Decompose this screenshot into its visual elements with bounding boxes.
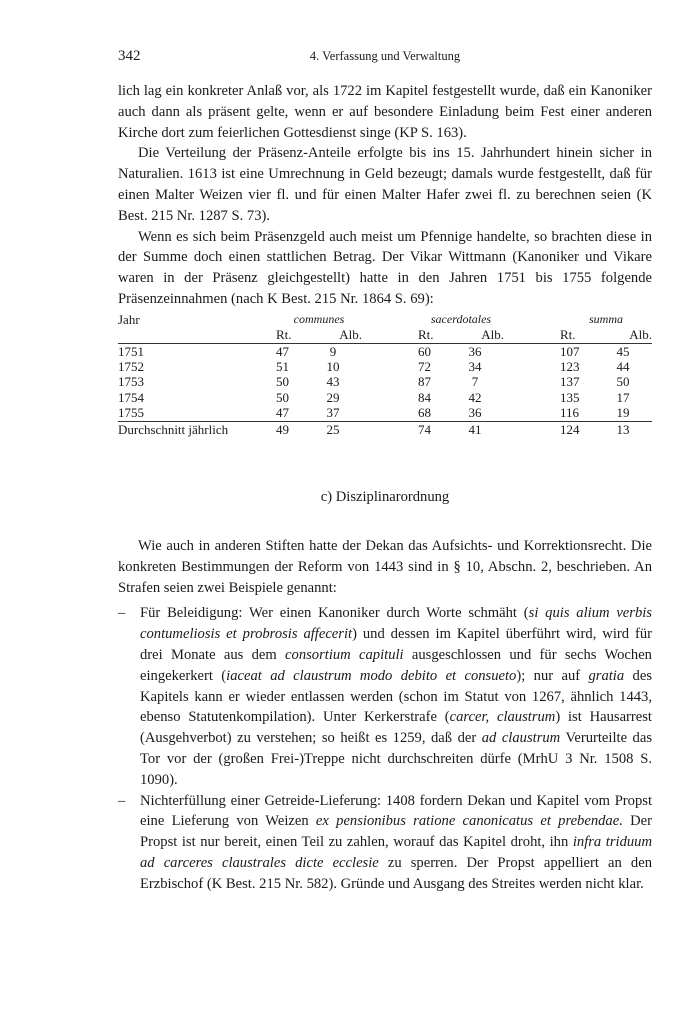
year-cell: 1752 [118, 358, 144, 374]
sacerdotales-alb-cell: 7 [471, 374, 479, 390]
latin-quote: infra triduum ad carceres claustrales dicte ecclesie [140, 834, 653, 871]
sacerdotales-rt-cell: 84 [418, 389, 431, 405]
sacerdotales-alb-cell: 42 [468, 389, 482, 405]
communes-alb-cell: 43 [326, 374, 340, 390]
latin-quote: iaceat ad claustrum modo debito et consueto [226, 667, 517, 684]
sacerdotales-rt-cell: 60 [418, 343, 431, 359]
table-average-row [118, 421, 652, 437]
sacerdotales-alb-cell: 34 [468, 358, 482, 374]
paragraph-intro-3: Wenn es sich beim Präsenzgeld auch meist um Pfennige handelte, so brachten diese in der Summe doch einen stattlichen Betrag. Der Vikar Wittmann (Kanoniker und Vikare waren in der Präsenz gleichgestellt) hatte in den Jahren 1751 bis 1755 folgende Präsenzeinnahmen (nach K Best. 215 Nr. 1864 S. 69): [118, 228, 652, 307]
summa-alb-cell: 13 [616, 421, 630, 437]
latin-quote: si quis alium verbis contumeliosis et probrosis affecerit [140, 605, 652, 643]
year-column-header: Jahr [118, 311, 140, 327]
sacerdotales-alb-cell: 36 [446, 405, 504, 421]
communes-alb-cell: 10 [326, 358, 340, 374]
subheader-rt: Rt. [560, 327, 594, 343]
list-item [118, 603, 652, 790]
communes-rt-cell: 50 [276, 389, 289, 405]
year-cell: 1753 [118, 374, 144, 390]
latin-term: gratia [588, 667, 625, 684]
presence-income-table [118, 312, 652, 437]
latin-term: carcer, claustrum [449, 709, 556, 726]
item-text: ); nur auf [516, 667, 589, 684]
communes-alb-cell: 29 [326, 389, 340, 405]
latin-term: consortium capituli [285, 647, 404, 663]
page-header [118, 40, 652, 64]
section-intro-paragraph: Wie auch in anderen Stiften hatte der Dekan das Aufsichts- und Korrektionsrecht. Die konkreten Bestimmungen der Reform von 1443 sind in § 10, Abschn. 2, beschrieben. An Strafen seien zwei Beispiele genannt: [118, 538, 652, 596]
item-text: Für Beleidigung: Wer einen Kanoniker durch Worte schmäht ( [140, 605, 529, 622]
document-page [118, 40, 652, 895]
item-text: Der Propst ist nur bereit, einen Teil zu zahlen, worauf das Kapitel droht, ihn [140, 813, 653, 851]
item-text: Nichterfüllung einer Getreide-Lieferung: 1408 fordern Dekan und Kapitel vom Propst eine Lieferung von Weizen [140, 792, 652, 830]
table-row [118, 359, 652, 374]
communes-alb-cell: 37 [304, 405, 362, 421]
subheader-rt: Rt. [276, 327, 304, 343]
summa-alb-cell: 19 [594, 405, 652, 421]
communes-rt-cell: 50 [276, 374, 289, 390]
year-cell: 1754 [118, 389, 144, 405]
sacerdotales-alb-cell: 36 [468, 343, 482, 359]
summa-rt-cell: 107 [560, 343, 580, 359]
sacerdotales-rt-cell: 68 [418, 405, 446, 421]
summa-alb-cell: 17 [616, 389, 630, 405]
communes-alb-cell: 25 [326, 421, 340, 437]
summa-alb-cell: 44 [616, 358, 630, 374]
item-text: Verurteilte das Tor vor der (großen Frei-)Treppe nicht durchschreiten dürfe (MrhU 3 Nr. 1508 S. 1090). [140, 730, 653, 788]
table-header-row [118, 312, 652, 327]
group-header-communes: communes [293, 311, 345, 326]
penalty-examples-list [118, 603, 652, 894]
summa-rt-cell: 116 [560, 405, 594, 421]
communes-rt-cell: 49 [276, 421, 289, 437]
table-row [118, 405, 652, 421]
item-text: ) ist Hausarrest (Ausgehverbot) zu verstehen; so heißt es 1259, daß der [140, 709, 652, 747]
item-text: ausgeschlossen und für sechs Wochen eingekerkert ( [140, 647, 652, 684]
latin-term: ad claustrum [481, 730, 561, 747]
table-row [118, 390, 652, 405]
running-head: 4. Verfassung und Verwaltung [309, 49, 461, 63]
section-heading: c) Disziplinarordnung [320, 489, 450, 506]
list-dash: – [118, 605, 126, 622]
group-header-sacerdotales: sacerdotales [430, 311, 492, 326]
list-item [118, 791, 652, 895]
item-text: zu sperren. Der Propst appelliert an den Erzbischof (K Best. 215 Nr. 582). Gründe und Ausgang des Streites werden nicht klar. [140, 854, 652, 892]
sacerdotales-rt-cell: 87 [418, 374, 431, 390]
table-row [118, 374, 652, 389]
subheader-alb: Alb. [446, 327, 504, 343]
subheader-alb: Alb. [594, 327, 652, 343]
list-dash: – [118, 792, 126, 809]
group-header-summa: summa [588, 311, 623, 326]
paragraph-intro-1: lich lag ein konkreter Anlaß vor, als 1722 im Kapitel festgestellt wurde, daß ein Kanoniker auch dann als präsent gelte, wenn er auf besondere Einladung beim Fest einer anderen Kirche dort zum feierlichen Gottesdienst singe (KP S. 163). [118, 83, 652, 141]
table-subheader-row [118, 327, 652, 343]
summa-rt-cell: 135 [560, 389, 580, 405]
section-body [118, 536, 652, 895]
year-cell: 1755 [118, 405, 276, 421]
average-label: Durchschnitt jährlich [118, 421, 229, 437]
item-text: des Kapitels kann er wieder entlassen werden (schon im Statut von 1267, ähnlich 1443, ebenso Statutenkompilation). Unter Kerkerstrafe ( [140, 667, 652, 726]
paragraph-intro-2: Die Verteilung der Präsenz-Anteile erfolgte bis ins 15. Jahrhundert hinein sicher in Naturalien. 1613 ist eine Umrechnung in Geld bezeugt; damals wurde festgestellt, daß für einen Malter Weizen vier fl. und für einen Malter Hafer zwei fl. zu berechnen seien (K Best. 215 Nr. 1287 S. 73). [118, 145, 652, 224]
summa-rt-cell: 124 [560, 421, 580, 437]
summa-alb-cell: 45 [616, 343, 630, 359]
summa-rt-cell: 137 [560, 374, 580, 390]
communes-alb-cell: 9 [329, 343, 337, 359]
sacerdotales-rt-cell: 74 [418, 421, 431, 437]
subheader-alb: Alb. [304, 327, 362, 343]
sacerdotales-rt-cell: 72 [418, 358, 431, 374]
sacerdotales-alb-cell: 41 [468, 421, 482, 437]
page-number: 342 [118, 48, 141, 64]
summa-alb-cell: 50 [616, 374, 630, 390]
communes-rt-cell: 47 [276, 343, 289, 359]
body-text [118, 81, 652, 310]
table-row [118, 343, 652, 359]
subheader-rt: Rt. [418, 327, 446, 343]
summa-rt-cell: 123 [560, 358, 580, 374]
latin-quote: ex pensionibus ratione canonicatus et prebendae. [315, 813, 623, 830]
year-cell: 1751 [118, 343, 144, 359]
communes-rt-cell: 51 [276, 358, 289, 374]
communes-rt-cell: 47 [276, 405, 304, 421]
item-text: ) und dessen im Kapitel überführt wird, wird für drei Monate aus dem [140, 626, 652, 663]
